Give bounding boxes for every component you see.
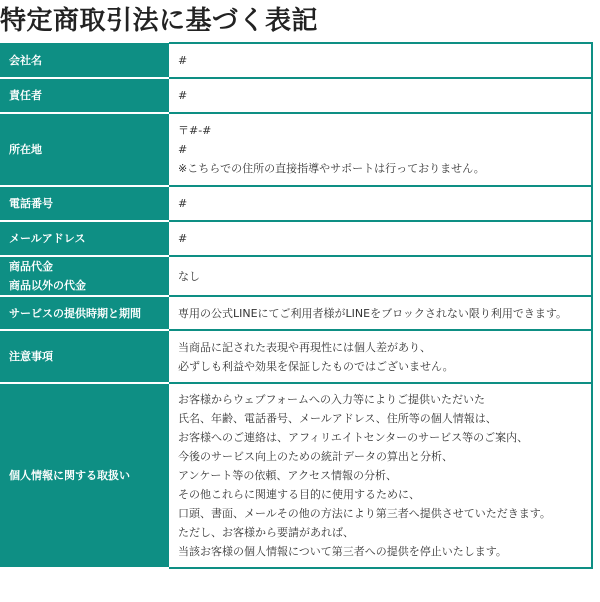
privacy-line-5: アンケート等の依頼、アクセス情報の分析、 [178,469,398,482]
privacy-line-7: 口頭、書面、メールその他の方法により第三者へ提供させていただきます。 [178,507,551,520]
phone-label: 電話番号 [0,186,169,221]
caution-line-2: 必ずしも利益や効果を保証したものではございません。 [178,359,454,373]
legal-notice-table [0,42,593,569]
representative-label: 責任者 [0,78,169,113]
privacy-line-9: 当該お客様の個人情報について第三者への提供を停止いたします。 [178,545,507,558]
email-value: # [169,221,592,256]
privacy-line-3: お客様へのご連絡は、アフィリエイトセンターのサービス等のご案内、 [178,431,529,444]
address-value [169,113,592,186]
address-note: ※こちらでの住所の直接指導やサポートは行っておりません。 [178,162,485,175]
table-row-address [0,113,592,186]
price-label-line-1: 商品代金 [9,260,53,273]
caution-value [169,330,592,383]
price-value: なし [169,256,592,296]
caution-line-1: 当商品に記された表現や再現性には個人差があり、 [178,340,431,354]
address-street: # [178,143,188,156]
table-row-price [0,256,592,296]
table-row-caution [0,330,592,383]
representative-value: # [169,78,592,113]
price-label [0,256,169,296]
address-label: 所在地 [0,113,169,186]
email-label: メールアドレス [0,221,169,256]
privacy-label: 個人情報に関する取扱い [0,383,169,568]
privacy-line-2: 氏名、年齢、電話番号、メールアドレス、住所等の個人情報は、 [178,412,497,425]
privacy-value [169,383,592,568]
period-value: 専用の公式LINEにてご利用者様がLINEをブロックされない限り利用できます。 [169,296,592,330]
table-row-email [0,221,592,256]
table-row-representative [0,78,592,113]
period-label: サービスの提供時期と期間 [0,296,169,330]
table-row-company [0,43,592,78]
table-row-period [0,296,592,330]
table-row-phone [0,186,592,221]
table-row-privacy [0,383,592,568]
privacy-line-4: 今後のサービス向上のための統計データの算出と分析、 [178,450,453,463]
privacy-line-6: その他これらに関連する目的に使用するために、 [178,488,420,501]
privacy-line-1: お客様からウェブフォームへの入力等によりご提供いただいた [178,393,486,406]
caution-label: 注意事項 [0,330,169,383]
phone-value: # [169,186,592,221]
company-value: # [169,43,592,78]
privacy-line-8: ただし、お客様から要請があれば、 [178,526,354,539]
page-title: 特定商取引法に基づく表記 [0,6,319,36]
company-label: 会社名 [0,43,169,78]
address-postal-code: 〒#-# [178,124,212,137]
price-label-line-2: 商品以外の代金 [9,279,86,292]
